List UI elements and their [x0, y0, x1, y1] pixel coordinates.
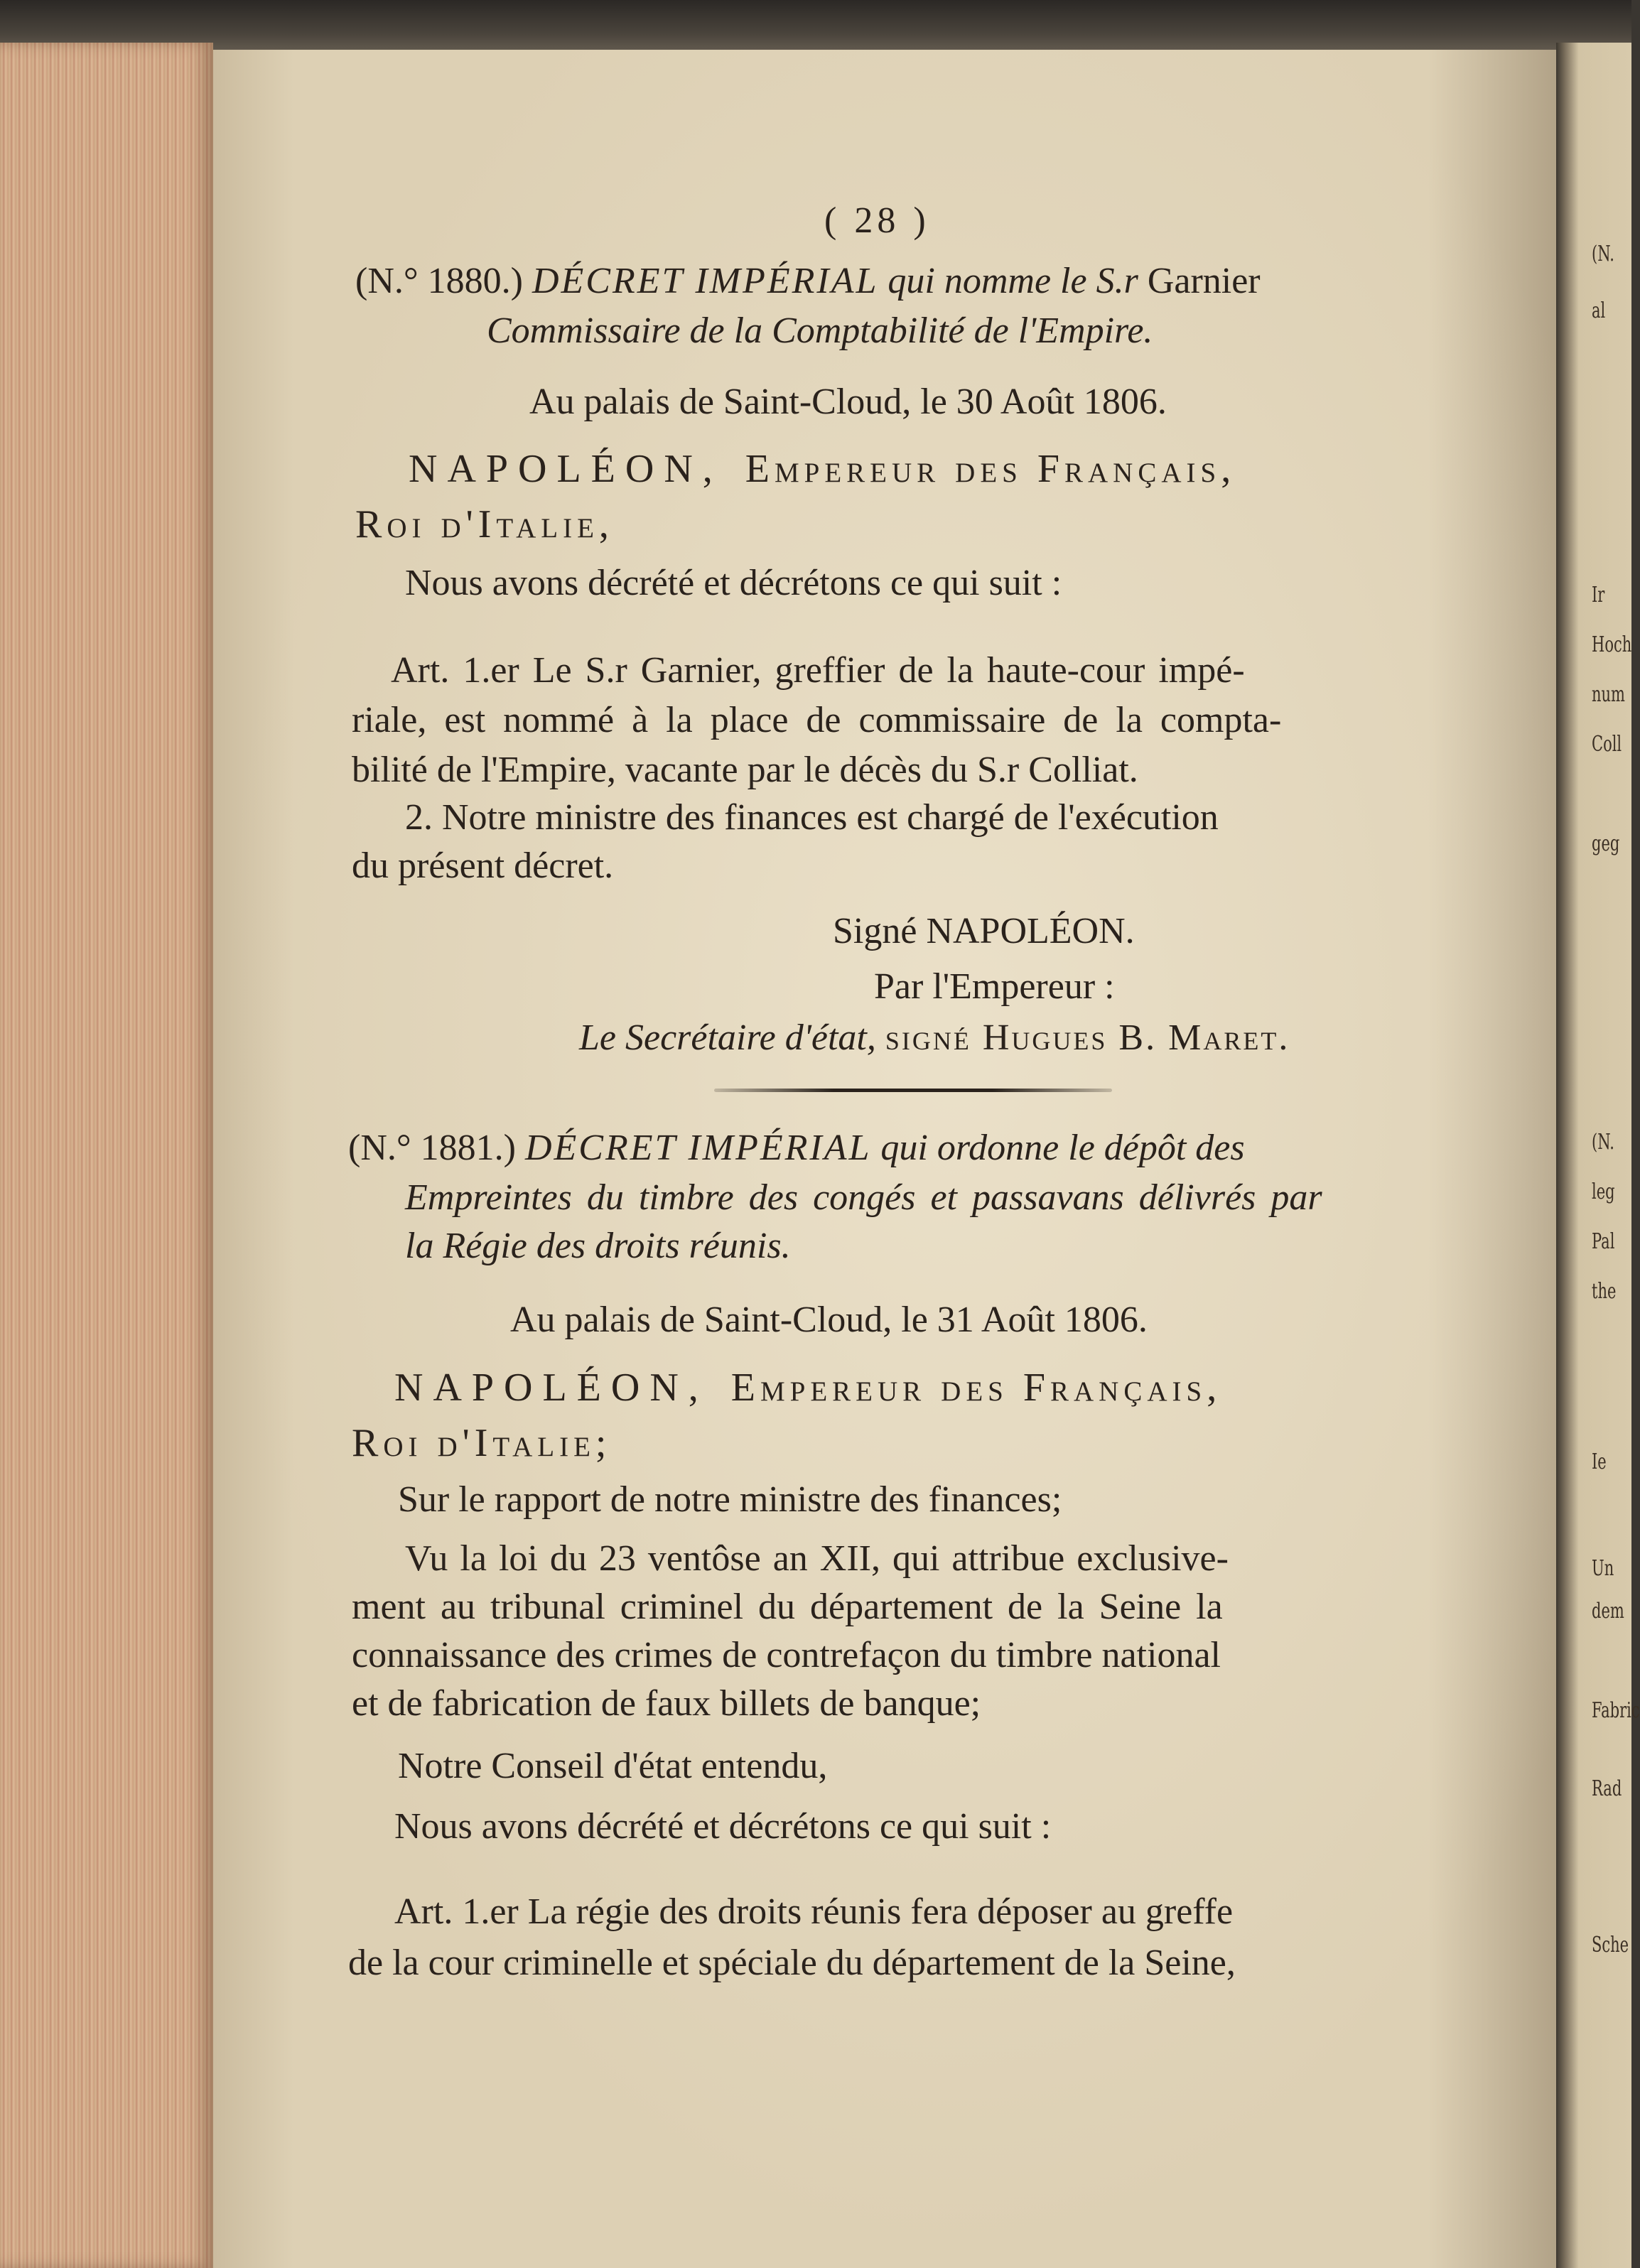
recital-line: connaissance des crimes de contrefaçon du timbre national [352, 1635, 1221, 1675]
facing-fragment: num [1592, 682, 1625, 707]
sovereign-line [409, 449, 1236, 489]
facing-fragment: the [1592, 1279, 1617, 1304]
sovereign-name: NAPOLÉON, [409, 447, 723, 491]
secretary-role: Le Secrétaire d'état, [579, 1017, 876, 1058]
article-line: Art. 1.er La régie des droits réunis fera déposer au greffe [394, 1891, 1234, 1932]
facing-fragment: Coll [1592, 732, 1622, 757]
book-top-shadow [0, 0, 1631, 57]
recital-line: Vu la loi du 23 ventôse an XII, qui attribue exclusive- [405, 1538, 1229, 1579]
council-line: Notre Conseil d'état entendu, [398, 1746, 828, 1786]
recital-line: ment au tribunal criminel du département de la Seine la [352, 1587, 1223, 1627]
facing-fragment: Ie [1592, 1449, 1607, 1474]
article-line: du présent décret. [352, 846, 614, 886]
sovereign-title: Empereur des Français, [730, 1366, 1222, 1410]
facing-fragment: leg [1592, 1179, 1615, 1204]
book-page-edges [0, 43, 213, 2268]
facing-fragment: geg [1592, 831, 1620, 856]
place-date: Au palais de Saint-Cloud, le 30 Août 1806. [529, 382, 1167, 422]
facing-fragment: dem [1592, 1599, 1624, 1624]
signature-line: Signé NAPOLÉON. [833, 911, 1135, 951]
decree-title-rest: qui nomme le S.r [888, 261, 1138, 301]
decree-intro: Nous avons décrété et décrétons ce qui suit : [394, 1806, 1052, 1847]
decree-title-line: la Régie des droits réunis. [405, 1226, 791, 1266]
recital-line: et de fabrication de faux billets de banque; [352, 1683, 981, 1724]
facing-fragment: Pal [1592, 1229, 1615, 1254]
countersign-line: Par l'Empereur : [874, 966, 1115, 1007]
sovereign-kingdom: Roi d'Italie, [355, 502, 614, 546]
place-date: Au palais de Saint-Cloud, le 31 Août 1806. [510, 1300, 1148, 1340]
decree-title-head: DÉCRET IMPÉRIAL [532, 261, 879, 301]
section-divider [714, 1089, 1112, 1092]
decree-number: (N.° 1880.) [355, 261, 523, 301]
sovereign-title: Empereur des Français, [745, 447, 1236, 491]
decree-title-rest: qui ordonne le dépôt des [880, 1128, 1245, 1168]
facing-fragment: Hoch [1592, 632, 1632, 657]
facing-fragment: Sche [1592, 1933, 1629, 1958]
decree-title-line: Empreintes du timbre des congés et passavans délivrés par [405, 1177, 1322, 1218]
secretary-signature: signé Hugues B. Maret. [885, 1017, 1290, 1058]
decree-heading [348, 1130, 1245, 1167]
facing-fragment: Rad [1592, 1776, 1622, 1801]
facing-fragment: Un [1592, 1556, 1614, 1581]
sovereign-kingdom: Roi d'Italie; [352, 1421, 612, 1465]
decree-title-line: Commissaire de la Comptabilité de l'Empire. [487, 310, 1153, 351]
decree-title-name: Garnier [1147, 261, 1261, 301]
report-line: Sur le rapport de notre ministre des finances; [398, 1479, 1062, 1520]
decree-intro: Nous avons décrété et décrétons ce qui suit : [405, 563, 1062, 603]
facing-fragment: Ir [1592, 583, 1605, 608]
decree-heading [355, 263, 1261, 300]
decree-number: (N.° 1881.) [348, 1128, 516, 1168]
facing-fragment: (N. [1592, 242, 1614, 266]
facing-fragment: (N. [1592, 1130, 1614, 1155]
article-line: bilité de l'Empire, vacante par le décès du S.r Colliat. [352, 750, 1138, 790]
article-line: riale, est nommé à la place de commissaire de la compta- [352, 700, 1282, 740]
secretary-line [579, 1017, 1290, 1058]
facing-fragment: al [1592, 298, 1606, 323]
decree-title-head: DÉCRET IMPÉRIAL [524, 1128, 872, 1168]
article-line: 2. Notre ministre des finances est chargé de l'exécution [405, 797, 1219, 838]
article-line: de la cour criminelle et spéciale du département de la Seine, [348, 1943, 1236, 1983]
page-number: ( 28 ) [824, 200, 930, 241]
article-line: Art. 1.er Le S.r Garnier, greffier de la haute-cour impé- [391, 650, 1245, 691]
facing-fragment: Fabric [1592, 1698, 1640, 1723]
sovereign-line [394, 1368, 1221, 1408]
sovereign-name: NAPOLÉON, [394, 1366, 708, 1410]
